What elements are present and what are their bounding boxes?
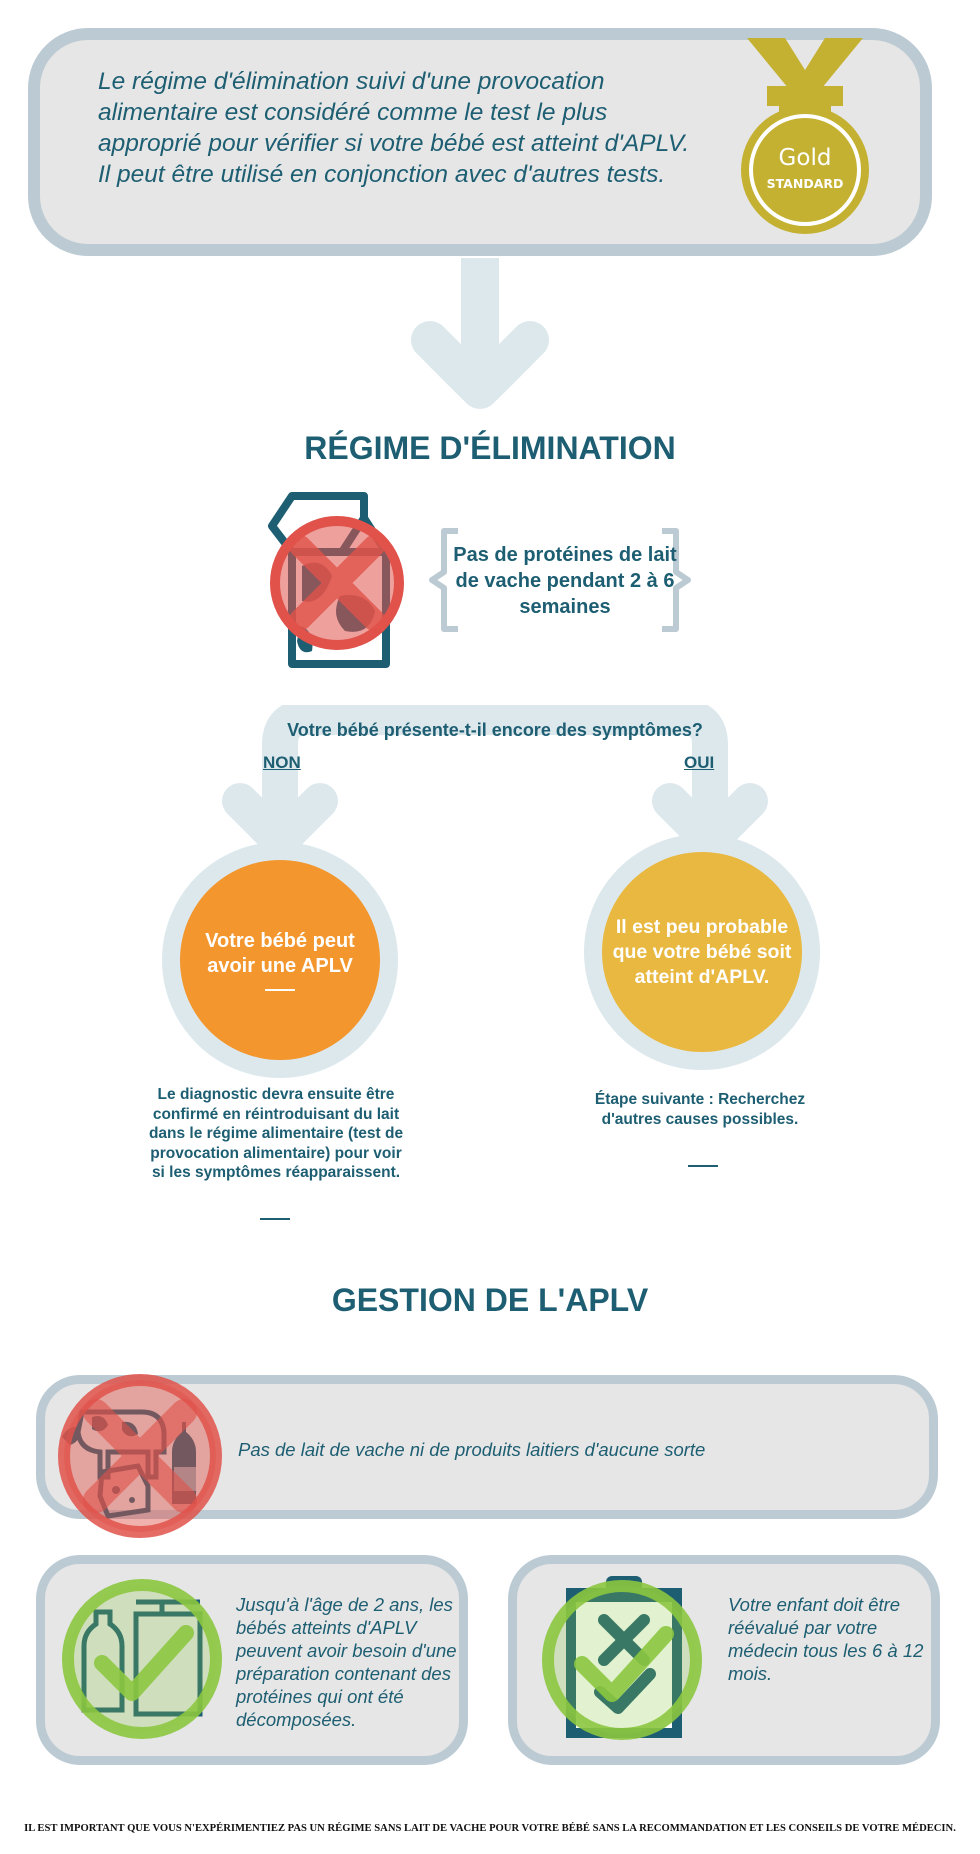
prohibited-icon xyxy=(266,512,408,654)
left-outcome-circle xyxy=(180,860,380,1060)
left-circle-dash xyxy=(265,989,295,991)
medal-line2: STANDARD xyxy=(766,176,844,191)
formula-check-icon xyxy=(58,1575,226,1743)
right-outcome-circle xyxy=(602,852,802,1052)
left-description: Le diagnostic devra ensuite être confirmé en réintroduisant du lait dans le régime alimentaire (test de provocation alimentaire) pour voir si les symptômes réapparaissent. xyxy=(148,1086,404,1181)
right-description: Étape suivante : Recherchez d'autres causes possibles. xyxy=(594,1091,806,1128)
no-label: NON xyxy=(263,753,301,772)
reevaluation-text: Votre enfant doit être réévalué par votre médecin tous les 6 à 12 mois. xyxy=(728,1594,924,1684)
yes-label: OUI xyxy=(684,753,715,772)
left-dash xyxy=(260,1218,290,1220)
right-dash xyxy=(688,1165,718,1167)
gold-medal-icon xyxy=(735,38,875,243)
footer-disclaimer: IL EST IMPORTANT QUE VOUS N'EXPÉRIMENTIEZ PAS UN RÉGIME SANS LAIT DE VACHE POUR VOTRE BÉBÉ SANS LA RECOMMANDATION ET LES CONSEILS DE VOTRE MÉDECIN. xyxy=(24,1823,956,1834)
formula-text: Jusqu'à l'âge de 2 ans, les bébés atteints d'APLV peuvent avoir besoin d'une préparation contenant des protéines qui ont été décomposées. xyxy=(236,1594,457,1730)
medal-line1: Gold xyxy=(778,145,832,171)
management-title: GESTION DE L'APLV xyxy=(331,1282,649,1318)
bracket-text: Pas de protéines de lait de vache pendant 2 à 6 semaines xyxy=(453,544,677,618)
right-outcome-text: Il est peu probable que votre bébé soit atteint d'APLV. xyxy=(612,915,792,988)
left-outcome-text: Votre bébé peut avoir une APLV xyxy=(205,930,355,977)
intro-text: Le régime d'élimination suivi d'une provocation alimentaire est considéré comme le test le plus approprié pour vérifier si votre bébé est atteint d'APLV. Il peut être utilisé en conjonction avec d'autres tests. xyxy=(98,68,690,188)
reevaluation-check-icon xyxy=(538,1576,706,1744)
arrow-down-icon xyxy=(410,258,550,410)
no-dairy-prohibited-icon xyxy=(54,1370,226,1542)
no-dairy-text: Pas de lait de vache ni de produits laitiers d'aucune sorte xyxy=(238,1439,706,1460)
elimination-title: RÉGIME D'ÉLIMINATION xyxy=(304,430,676,466)
symptoms-question: Votre bébé présente-t-il encore des symptômes? xyxy=(287,720,703,740)
